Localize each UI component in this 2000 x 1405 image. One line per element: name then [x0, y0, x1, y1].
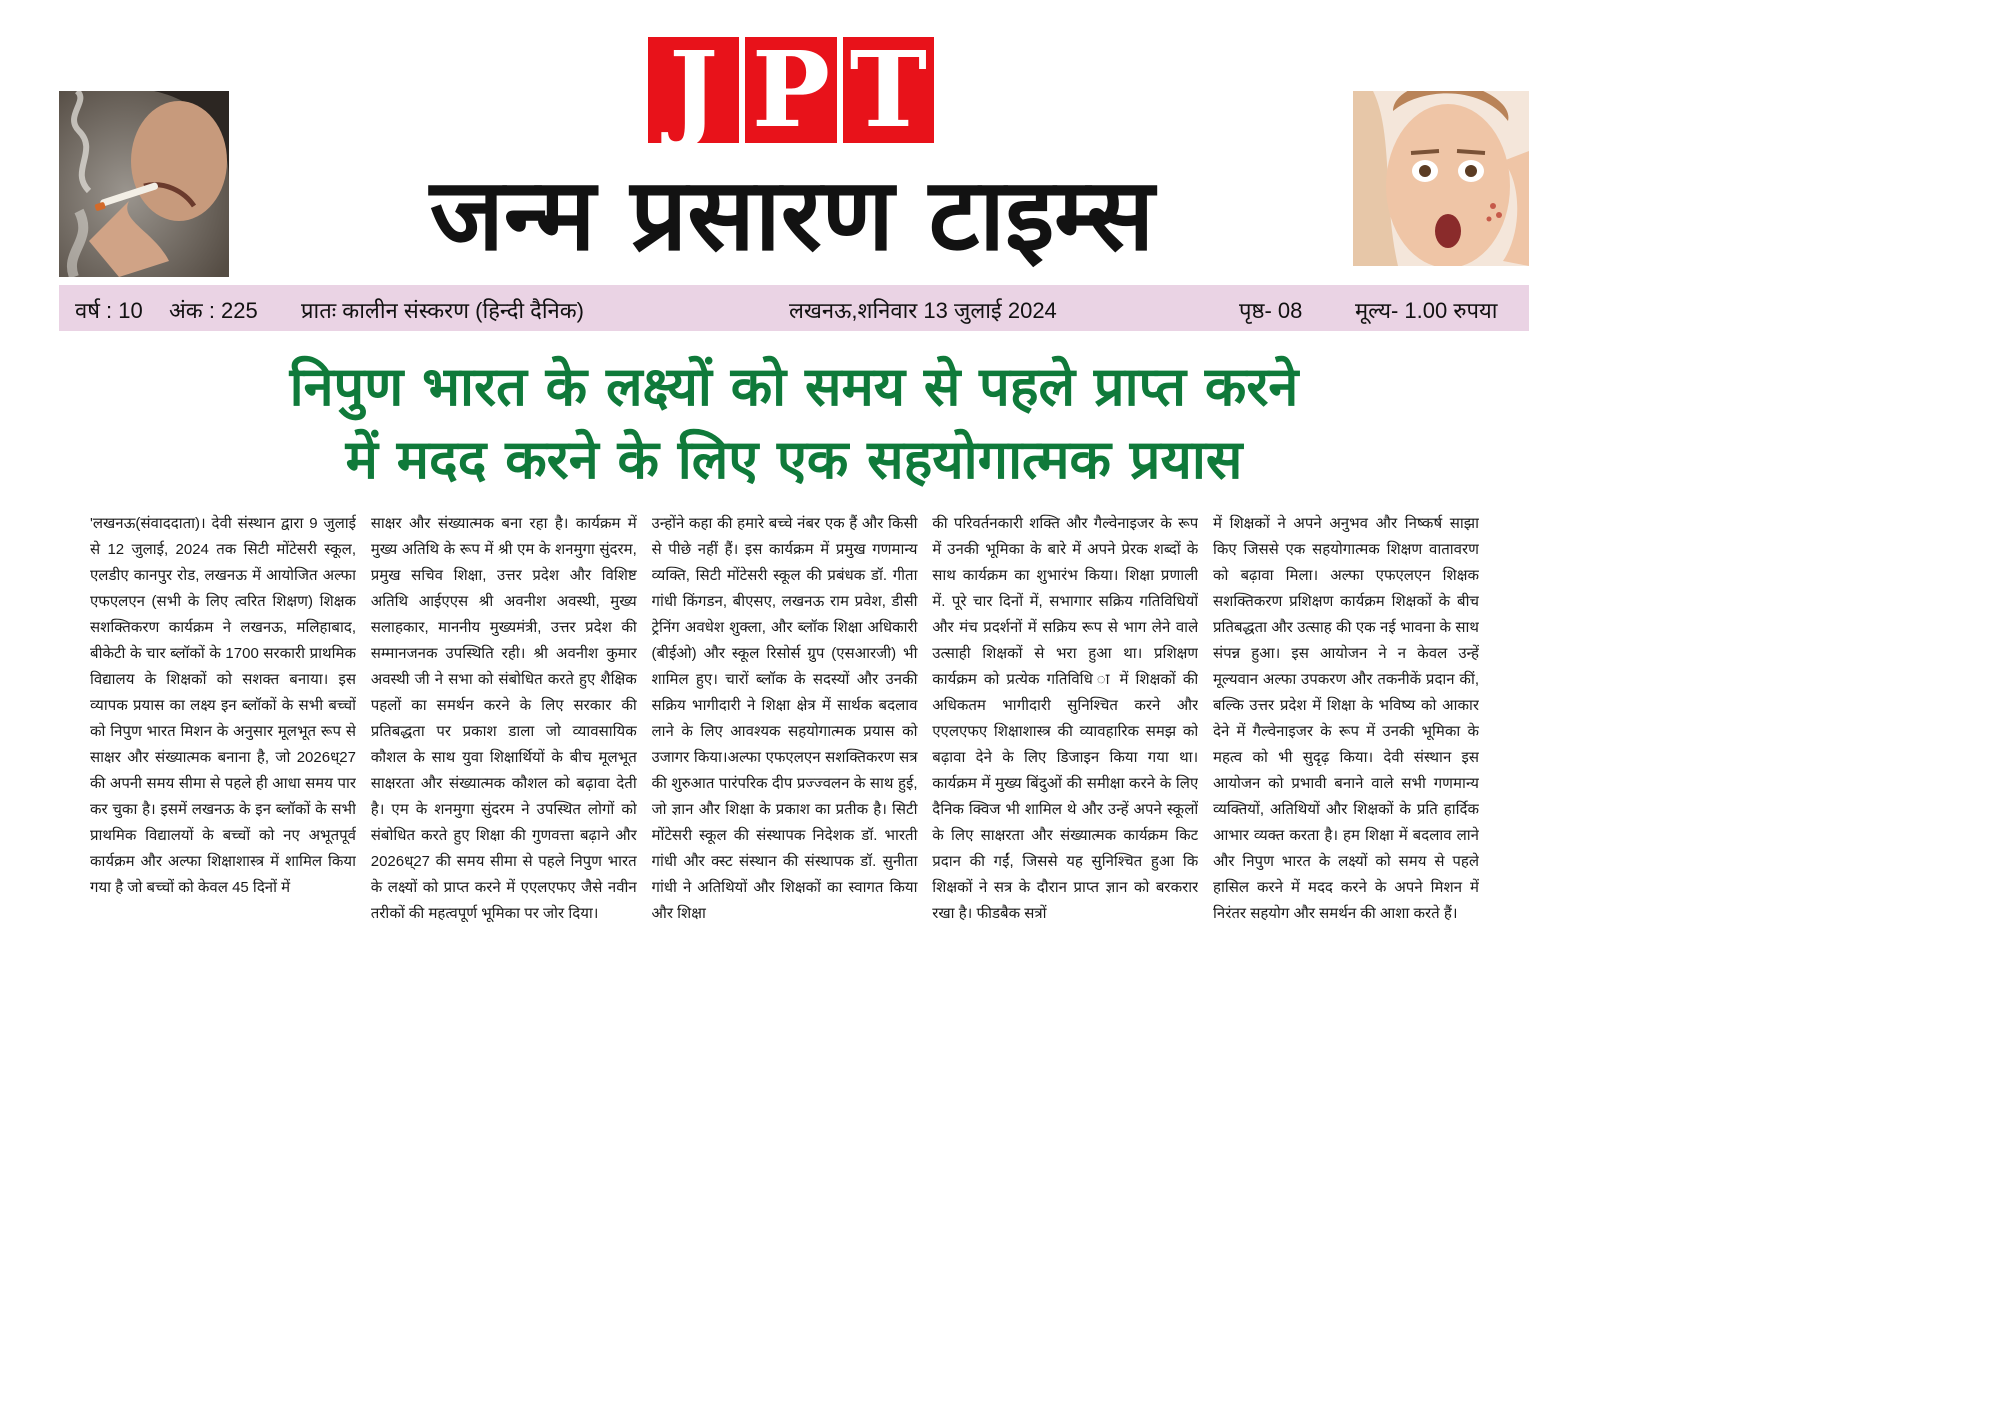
edition-label: प्रातः कालीन संस्करण (हिन्दी दैनिक) — [301, 298, 584, 323]
article-column-4: की परिवर्तनकारी शक्ति और गैल्वेनाइजर के रूप में उनकी भूमिका के बारे में अपने प्रेरक शब्दों के साथ कार्यक्रम का शुभारंभ किया। शिक्षा प्रणाली में. पूरे चार दिनों में, सभागार सक्रिय गतिविधियों और मंच प्रदर्शनों में सक्रिय रूप से भाग लेने वाले उत्साही शिक्षकों से भरा हुआ था। प्रशिक्षण कार्यक्रम को प्रत्येक गतिविधि ा में शिक्षकों की अधिकतम भागीदारी सुनिश्चित करने और एएलएफए शिक्षाशास्त्र की व्यावहारिक समझ को बढ़ावा देने के लिए डिजाइन किया गया था। कार्यक्रम में मुख्य बिंदुओं की समीक्षा करने के लिए दैनिक क्विज भी शामिल थे और उन्हें अपने स्कूलों के लिए साक्षरता और संख्यात्मक कार्यक्रम किट प्रदान की गईं, जिससे यह सुनिश्चित हुआ कि शिक्षकों ने सत्र के दौरान प्राप्त ज्ञान को बरकरार रखा है। फीडबैक सत्रों — [932, 515, 1199, 922]
info-bar — [59, 285, 1529, 331]
price-label: मूल्य- 1.00 रुपया — [1355, 298, 1498, 323]
article-column-3: उन्होंने कहा की हमारे बच्चे नंबर एक हैं और किसी से पीछे नहीं हैं। इस कार्यक्रम में प्रमुख गणमान्य व्यक्ति, सिटी मोंटेसरी स्कूल की प्रबंधक डॉ. गीता गांधी किंगडन, बीएसए, लखनऊ राम प्रवेश, डीसी ट्रेनिंग अवधेश शुक्ला, और ब्लॉक शिक्षा अधिकारी (बीईओ) और स्कूल रिसोर्स ग्रुप (एसआरजी) भी शामिल हुए। चारों ब्लॉक के सदस्यों और उनकी सक्रिय भागीदारी ने शिक्षा क्षेत्र में सार्थक बदलाव लाने के लिए आवश्यक सहयोगात्मक प्रयास को उजागर किया।अल्फा एफएलएन सशक्तिकरण सत्र की शुरुआत पारंपरिक दीप प्रज्ज्वलन के साथ हुई, जो ज्ञान और शिक्षा के प्रकाश का प्रतीक है। सिटी मोंटेसरी स्कूल की संस्थापक निदेशक डॉ. भारती गांधी और क्स्ट संस्थान की संस्थापक डॉ. सुनीता गांधी ने अतिथियों और शिक्षकों का स्वागत किया और शिक्षा — [651, 515, 918, 922]
newspaper-title: जन्म प्रसारण टाइम्स — [429, 156, 1155, 273]
article-column-1: 'लखनऊ(संवाददाता)। देवी संस्थान द्वारा 9 जुलाई से 12 जुलाई, 2024 तक सिटी मोंटेसरी स्कूल, एलडीए कानपुर रोड, लखनऊ में आयोजित अल्फा एफएलएन (सभी के लिए त्वरित शिक्षण) शिक्षक सशक्तिकरण कार्यक्रम ने लखनऊ, मलिहाबाद, बीकेटी के चार ब्लॉकों के 1700 सरकारी प्राथमिक विद्यालय के शिक्षकों को सशक्त बनाया। इस व्यापक प्रयास का लक्ष्य इन ब्लॉकों के सभी बच्चों को निपुण भारत मिशन के अनुसार मूलभूत रूप से साक्षर और संख्यात्मक बनाना है, जो 2026ध्27 की अपनी समय सीमा से पहले ही आधा समय पार कर चुका है। इसमें लखनऊ के इन ब्लॉकों के सभी प्राथमिक विद्यालयों के बच्चों को नए अभूतपूर्व कार्यक्रम और अल्फा शिक्षाशास्त्र में शामिल किया गया है जो बच्चों को केवल 45 दिनों में — [90, 515, 356, 896]
headline-line-2: में मदद करने के लिए एक सहयोगात्मक प्रयास — [345, 428, 1243, 491]
headline-line-1: निपुण भारत के लक्ष्यों को समय से पहले प्राप्त करने — [289, 355, 1299, 418]
logo-letter-t: T — [843, 37, 934, 143]
article-column-2: साक्षर और संख्यात्मक बना रहा है। कार्यक्रम में मुख्य अतिथि के रूप में श्री एम के शनमुगा सुंदरम, प्रमुख सचिव शिक्षा, उत्तर प्रदेश और विशिष्ट अतिथि आईएएस श्री अवनीश अवस्थी, मुख्य सलाहकार, माननीय मुख्यमंत्री, उत्तर प्रदेश की सम्मानजनक उपस्थिति रही। श्री अवनीश कुमार अवस्थी जी ने सभा को संबोधित करते हुए शैक्षिक पहलों का समर्थन करने के लिए सरकार की प्रतिबद्धता पर प्रकाश डाला जो व्यावसायिक कौशल के साथ युवा शिक्षार्थियों के बीच मूलभूत साक्षरता और संख्यात्मक कौशल को बढ़ावा देती है। एम के शनमुगा सुंदरम ने उपस्थित लोगों को संबोधित करते हुए शिक्षा की गुणवत्ता बढ़ाने और 2026ध्27 की समय सीमा से पहले निपुण भारत के लक्ष्यों को प्राप्त करने में एएलएफए जैसे नवीन तरीकों की महत्वपूर्ण भूमिका पर जोर दिया। — [370, 515, 637, 922]
jpt-logo — [648, 28, 934, 151]
article-headline — [59, 350, 1529, 500]
volume-year: वर्ष : 10 — [75, 298, 143, 323]
issue-number: अंक : 225 — [169, 298, 258, 323]
place-date: लखनऊ,शनिवार 13 जुलाई 2024 — [789, 298, 1057, 323]
logo-letter-j: J — [648, 37, 739, 143]
page-number: पृष्ठ- 08 — [1239, 298, 1303, 323]
article-column-5: में शिक्षकों ने अपने अनुभव और निष्कर्ष साझा किए जिससे एक सहयोगात्मक शिक्षण वातावरण को बढ़ावा मिला। अल्फा एफएलएन शिक्षक सशक्तिकरण प्रशिक्षण कार्यक्रम शिक्षकों के बीच प्रतिबद्धता और उत्साह की एक नई भावना के साथ संपन्न हुआ। इस आयोजन ने न केवल उन्हें मूल्यवान अल्फा उपकरण और तकनीकें प्रदान कीं, बल्कि उत्तर प्रदेश में शिक्षा के भविष्य को आकार देने में गैल्वेनाइजर के रूप में उनकी भूमिका के महत्व को भी सुदृढ़ किया। देवी संस्थान इस आयोजन को प्रभावी बनाने वाले सभी गणमान्य व्यक्तियों, अतिथियों और शिक्षकों के प्रति हार्दिक आभार व्यक्त करता है। हम शिक्षा में बदलाव लाने और निपुण भारत के लक्ष्यों को समय से पहले हासिल करने में मदद करने के अपने मिशन में निरंतर सहयोग और समर्थन की आशा करते हैं। — [1213, 515, 1479, 922]
article-body — [90, 511, 1479, 1063]
logo-letter-p: P — [745, 37, 836, 143]
smoking-person-photo — [59, 91, 229, 277]
surprised-woman-photo — [1353, 91, 1529, 266]
